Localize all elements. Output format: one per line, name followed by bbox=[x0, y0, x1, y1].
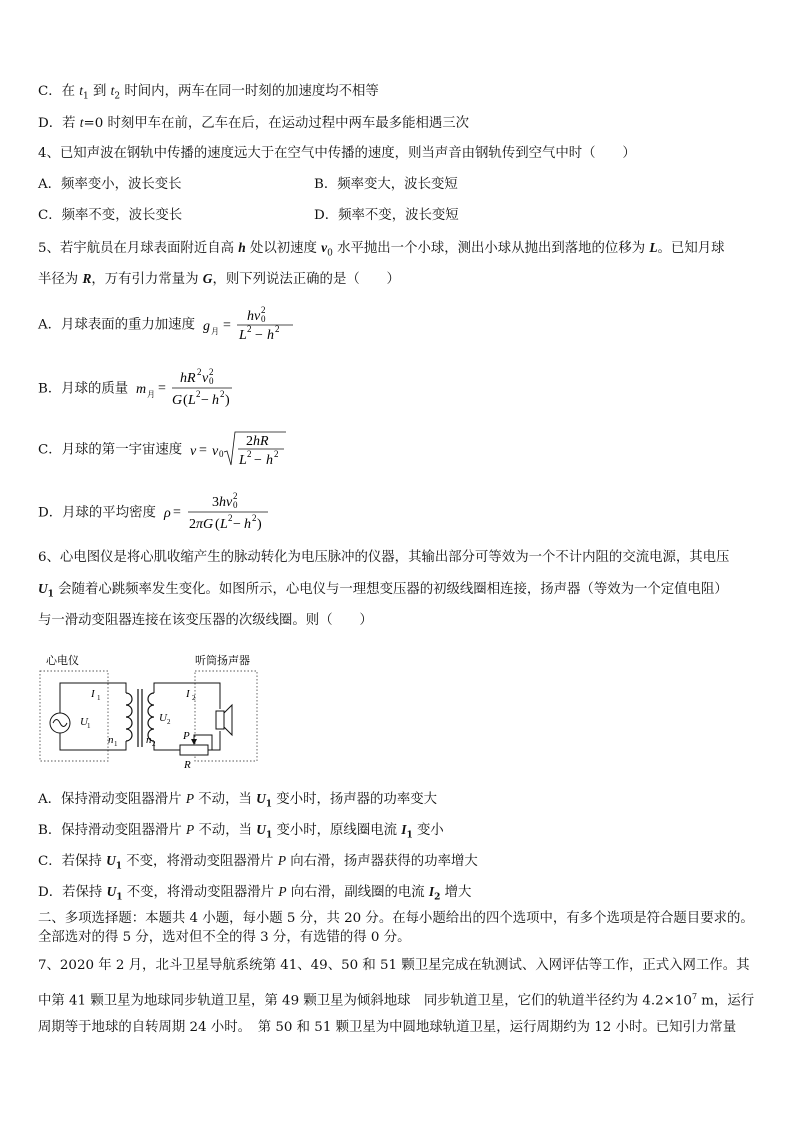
q5-option-d: D．月球的平均密度 ρ = 3 hv 0 2 2 πG ( L 2 − h 2 ) bbox=[38, 493, 272, 534]
q4-option-d: D．频率不变，波长变短 bbox=[314, 208, 459, 223]
q4-option-b: B．频率变大，波长变短 bbox=[314, 177, 458, 192]
svg-text:h: h bbox=[267, 328, 275, 343]
svg-text:2: 2 bbox=[246, 434, 254, 449]
svg-text:1: 1 bbox=[97, 694, 101, 702]
q7-stem-line2: 中第 41 颗卫星为地球同步轨道卫星，第 49 颗卫星为倾斜地球 同步轨道卫星，它们的轨道半径约为 $4.2\times 10^7$ m，运行 bbox=[38, 992, 755, 1009]
svg-text:h: h bbox=[212, 393, 220, 408]
q5-stem-line1: 5、若宇航员在月球表面附近自高 h 处以初速度 $v_0$ 水平抛出一个小球，测出小球从抛出到落地的位移为 L。已知月球 bbox=[38, 240, 725, 259]
svg-text:2: 2 bbox=[233, 491, 238, 501]
q5-option-b: B．月球的质量 m 月 = hR 2 v 0 2 G ( L 2 − h 2 ) bbox=[38, 369, 234, 410]
svg-text:2: 2 bbox=[247, 449, 252, 459]
svg-text:(: ( bbox=[215, 517, 220, 532]
svg-text:2: 2 bbox=[196, 389, 201, 399]
svg-text:I: I bbox=[186, 688, 190, 700]
formula-average-density bbox=[162, 493, 272, 533]
transformer-circuit-figure bbox=[38, 651, 268, 773]
svg-text:=: = bbox=[158, 381, 167, 396]
formula-moon-mass bbox=[134, 369, 234, 409]
svg-text:−: − bbox=[233, 517, 242, 532]
q4-option-a: A．频率变小，波长变长 bbox=[38, 177, 182, 192]
svg-text:2: 2 bbox=[167, 718, 171, 726]
q5-stem-line2: 半径为 R，万有引力常量为 G，则下列说法正确的是（ ） bbox=[38, 271, 400, 287]
svg-text:0: 0 bbox=[233, 500, 238, 510]
formula-gravity-accel bbox=[201, 307, 301, 343]
svg-text:(: ( bbox=[183, 393, 189, 408]
svg-text:G: G bbox=[172, 393, 183, 408]
svg-text:P: P bbox=[183, 730, 190, 742]
svg-text:L: L bbox=[239, 328, 248, 343]
svg-text:I: I bbox=[91, 688, 95, 700]
svg-text:2: 2 bbox=[247, 324, 252, 334]
svg-text:ρ: ρ bbox=[164, 506, 171, 521]
q6-stem-line3: 与一滑动变阻器连接在该变压器的次级线圈。则（ ） bbox=[38, 613, 373, 628]
svg-text:=: = bbox=[223, 318, 232, 333]
q6-option-b: B．保持滑动变阻器滑片 P 不动，当 $U_1$ 变小时，原线圈电流 $I_1$ 变小 bbox=[38, 822, 444, 841]
svg-text:=: = bbox=[173, 505, 182, 520]
svg-text:L: L bbox=[239, 453, 248, 468]
svg-text:月: 月 bbox=[211, 327, 220, 336]
svg-text:h: h bbox=[266, 453, 274, 468]
svg-text:hR: hR bbox=[253, 434, 269, 449]
svg-text:0: 0 bbox=[219, 449, 224, 459]
svg-text:πG: πG bbox=[196, 517, 214, 532]
svg-text:R: R bbox=[184, 759, 191, 771]
q3-option-c: C．在 $t_1$ 到 $t_2$ 时间内，两车在同一时刻的加速度均不相等 bbox=[38, 83, 379, 102]
q7-stem-line3: 周期等于地球的自转周期 24 小时。 第 50 和 51 颗卫星为中圆地球轨道卫星，运行周期约为 12 小时。已知引力常量 bbox=[38, 1020, 737, 1035]
q7-stem-line1: 7、2020 年 2 月，北斗卫星导航系统第 41、49、50 和 51 颗卫星完成在轨测试、入网评估等工作，正式入网工作。其 bbox=[38, 958, 750, 973]
svg-text:v: v bbox=[212, 444, 219, 459]
svg-text:2: 2 bbox=[261, 305, 266, 315]
svg-text:m: m bbox=[136, 382, 147, 397]
svg-text:1: 1 bbox=[87, 722, 91, 730]
svg-text:2: 2 bbox=[252, 513, 257, 523]
q6-option-d: D．若保持 $U_1$ 不变，将滑动变阻器滑片 P 向右滑，副线圈的电流 $I_2$ 增大 bbox=[38, 884, 472, 903]
svg-text:n: n bbox=[146, 734, 152, 746]
svg-text:h: h bbox=[244, 517, 252, 532]
svg-text:hv: hv bbox=[219, 495, 233, 510]
primary-coil-icon bbox=[126, 693, 132, 741]
formula-first-cosmic-velocity bbox=[188, 430, 288, 470]
svg-text:−: − bbox=[255, 328, 264, 343]
svg-text:2: 2 bbox=[220, 389, 225, 399]
svg-text:g: g bbox=[203, 319, 211, 334]
q6-option-c: C．若保持 $U_1$ 不变，将滑动变阻器滑片 P 向右滑，扬声器获得的功率增大 bbox=[38, 853, 478, 872]
svg-text:n: n bbox=[108, 734, 114, 746]
svg-text:v: v bbox=[202, 371, 209, 386]
ecg-label: 心电仪 bbox=[46, 654, 79, 667]
section2-heading-line1: 二、多项选择题：本题共 4 小题，每小题 5 分，共 20 分。在每小题给出的四个选项中，有多个选项是符合题目要求的。 bbox=[38, 911, 754, 926]
svg-text:): ) bbox=[225, 393, 231, 408]
svg-text:2: 2 bbox=[192, 694, 196, 702]
svg-text:−: − bbox=[201, 393, 210, 408]
svg-text:2: 2 bbox=[275, 324, 280, 334]
svg-text:U: U bbox=[159, 712, 167, 724]
q6-stem-line1: 6、心电图仪是将心肌收缩产生的脉动转化为电压脉冲的仪器，其输出部分可等效为一个不计内阻的交流电源，其电压 bbox=[38, 550, 730, 565]
svg-text:L: L bbox=[220, 517, 228, 532]
ecg-dotted-box bbox=[40, 671, 108, 761]
svg-text:3: 3 bbox=[212, 495, 220, 510]
svg-text:月: 月 bbox=[147, 390, 156, 399]
q5-option-a: A．月球表面的重力加速度 g 月 = hv 0 2 L 2 − h 2 bbox=[38, 307, 301, 344]
svg-text:=: = bbox=[199, 443, 208, 458]
svg-text:2: 2 bbox=[228, 513, 233, 523]
svg-text:2: 2 bbox=[152, 740, 156, 748]
q4-option-c: C．频率不变，波长变长 bbox=[38, 208, 183, 223]
svg-text:hR: hR bbox=[180, 371, 197, 386]
rheostat-icon bbox=[180, 745, 208, 755]
svg-text:0: 0 bbox=[261, 314, 266, 324]
section2-heading-line2: 全部选对的得 5 分，选对但不全的得 3 分，有选错的得 0 分。 bbox=[38, 930, 411, 945]
speaker-icon bbox=[216, 711, 224, 729]
svg-text:): ) bbox=[257, 517, 262, 532]
speaker-label: 听筒扬声器 bbox=[195, 654, 250, 667]
svg-text:2: 2 bbox=[197, 367, 202, 377]
q3-option-d: D．若 t=0 时刻甲车在前，乙车在后，在运动过程中两车最多能相遇三次 bbox=[38, 115, 470, 131]
q4-stem: 4、已知声波在钢轨中传播的速度远大于在空气中传播的速度，则当声音由钢轨传到空气中时（ ） bbox=[38, 146, 636, 161]
svg-text:−: − bbox=[254, 453, 263, 468]
q6-option-a: A．保持滑动变阻器滑片 P 不动，当 $U_1$ 变小时，扬声器的功率变大 bbox=[38, 791, 437, 810]
q5-option-c: C．月球的第一宇宙速度 v = v 0 2 hR L 2 − h 2 bbox=[38, 430, 288, 471]
svg-text:hv: hv bbox=[247, 309, 261, 324]
svg-text:2: 2 bbox=[189, 517, 197, 532]
svg-text:1: 1 bbox=[114, 740, 118, 748]
svg-text:2: 2 bbox=[274, 449, 279, 459]
svg-text:U: U bbox=[80, 716, 88, 728]
q6-stem-line2: $U_1$ 会随着心跳频率发生变化。如图所示，心电仪与一理想变压器的初级线圈相连接，扬声器（等效为一个定值电阻） bbox=[38, 581, 728, 600]
svg-text:2: 2 bbox=[209, 367, 214, 377]
svg-text:v: v bbox=[190, 444, 197, 459]
svg-text:0: 0 bbox=[209, 376, 214, 386]
svg-text:L: L bbox=[188, 393, 197, 408]
